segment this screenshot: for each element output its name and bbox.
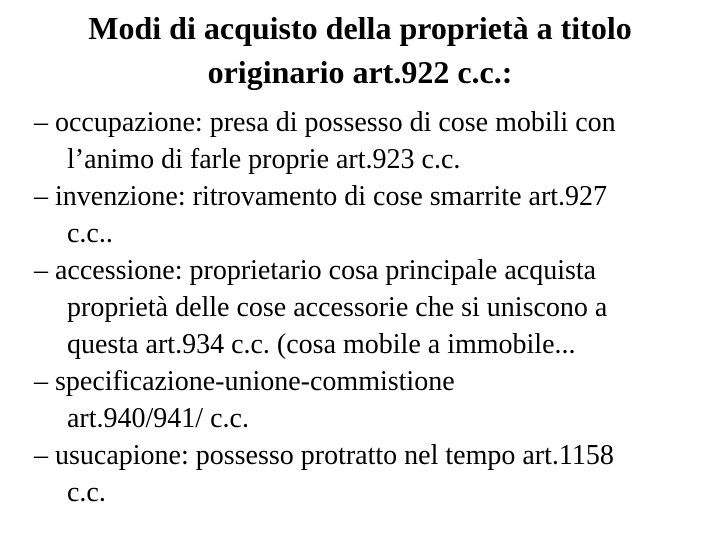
bullet-occupazione bbox=[34, 104, 720, 178]
bullet-specificazione bbox=[34, 363, 720, 437]
bullet-usucapione bbox=[34, 437, 720, 511]
slide-title-line-1: Modi di acquisto della proprietà a titolo bbox=[88, 10, 632, 46]
bullet-line: c.c.. bbox=[67, 218, 113, 249]
bullet-line: proprietà delle cose accessorie che si uniscono a bbox=[67, 292, 608, 323]
bullet-line: art.940/941/ c.c. bbox=[67, 403, 249, 434]
bullet-list bbox=[34, 104, 720, 511]
bullet-line: – accessione: proprietario cosa principale acquista bbox=[34, 255, 597, 286]
bullet-line: – specificazione-unione-commistione bbox=[34, 366, 455, 397]
bullet-line: – occupazione: presa di possesso di cose mobili con bbox=[34, 107, 616, 138]
bullet-line: questa art.934 c.c. (cosa mobile a immobile... bbox=[67, 329, 576, 360]
bullet-accessione bbox=[34, 252, 720, 363]
bullet-line: l’animo di farle proprie art.923 c.c. bbox=[67, 144, 461, 175]
bullet-line: – invenzione: ritrovamento di cose smarrite art.927 bbox=[34, 181, 608, 212]
bullet-line: c.c. bbox=[67, 477, 106, 508]
bullet-invenzione bbox=[34, 178, 720, 252]
slide-title bbox=[0, 6, 720, 94]
slide-title-line-2: originario art.922 c.c.: bbox=[207, 54, 513, 90]
bullet-line: – usucapione: possesso protratto nel tempo art.1158 bbox=[34, 440, 614, 471]
